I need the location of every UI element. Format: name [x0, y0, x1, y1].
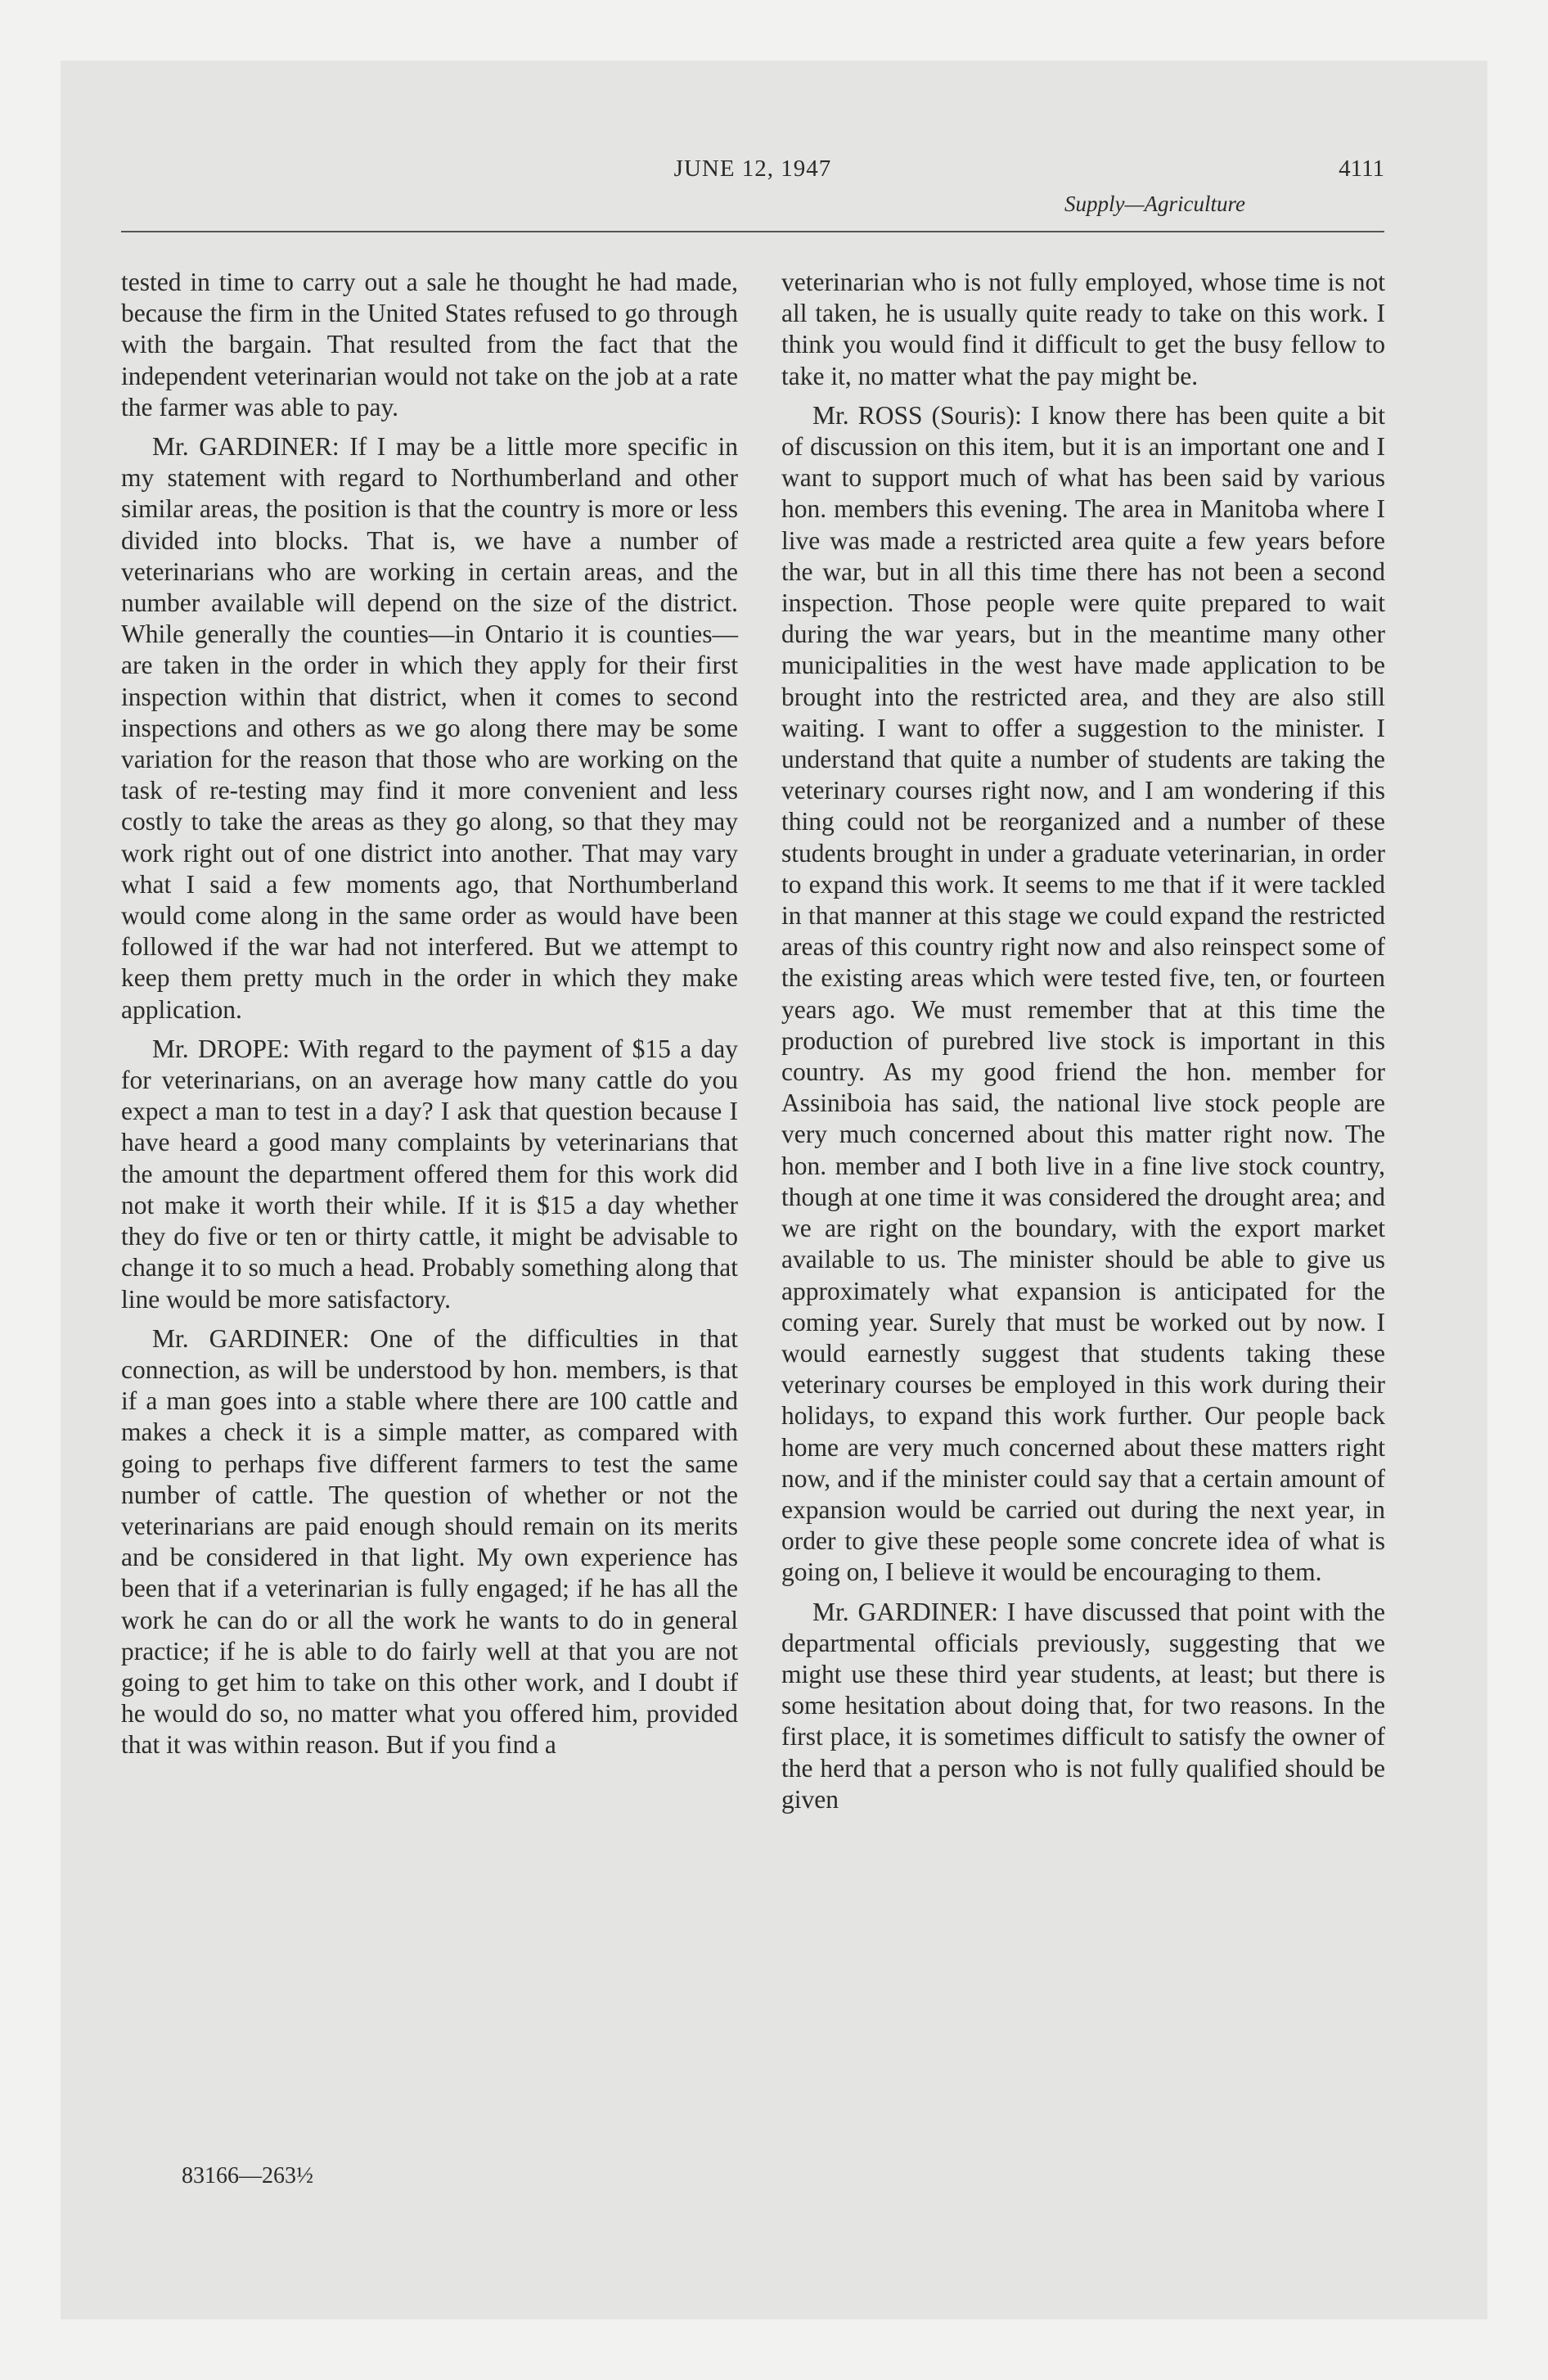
right-column — [781, 267, 1385, 1823]
left-column — [121, 267, 738, 1769]
page-number: 4111 — [1339, 156, 1384, 182]
paragraph: Mr. GARDINER: I have discussed that point with the departmental officials previously, suggesting that we might use these third year students, at least; but there is some hesitation about doing that, for two reasons. In the first place, it is sometimes difficult to satisfy the owner of the herd that a person who is not fully qualified should be given — [781, 1597, 1385, 1814]
paragraph: Mr. ROSS (Souris): I know there has been quite a bit of discussion on this item, but it is an important one and I want to support much of what has been said by various hon. members this evening. The area in Manitoba where I live was made a restricted area quite a few years before the war, but in all this time there has not been a second inspection. Those people were quite prepared to wait during the war years, but in the meantime many other municipalities in the west have made application to be brought into the restricted area, and they are also still waiting. I want to offer a suggestion to the minister. I understand that quite a number of students are taking the veterinary courses right now, and I am wondering if this thing could not be reorganized and a number of these students brought in under a graduate veterinarian, in order to expand this work. It seems to me that if it were tackled in that manner at this stage we could expand the restricted areas of this country right now and also reinspect some of the existing areas which were tested five, ten, or fourteen years ago. We must remember that at this time the production of purebred live stock is important in this country. As my good friend the hon. member for Assiniboia has said, the national live stock people are very much concerned about this matter right now. The hon. member and I both live in a fine live stock country, though at one time it was considered the drought area; and we are right on the boundary, with the export market available to us. The minister should be able to give us approximately what expansion is anticipated for the coming year. Surely that must be worked out by now. I would earnestly suggest that students taking these veterinary courses be employed in this work during their holidays, to expand this work further. Our people back home are very much concerned about these matters right now, and if the minister could say that a certain amount of expansion would be carried out during the next year, in order to give these people some concrete idea of what is going on, I believe it would be encouraging to them. — [781, 400, 1385, 1587]
print-id: 83166—263½ — [182, 2163, 313, 2188]
paragraph: veterinarian who is not fully employed, whose time is not all taken, he is usually quite ready to take on this work. I think you would find it difficult to get the busy fellow to take it, no matter what the pay might be. — [781, 268, 1385, 390]
page-header — [121, 156, 1384, 229]
paragraph: Mr. GARDINER: One of the difficulties in that connection, as will be understood by hon. members, is that if a man goes into a stable where there are 100 cattle and makes a check it is a simple matter, as compared with going to perhaps five different farmers to test the same number of cattle. The question of whether or not the veterinarians are paid enough should remain on its merits and be considered in that light. My own experience has been that if a veterinarian is fully engaged; if he has all the work he can do or all the work he wants to do in general practice; if he is able to do fairly well at that you are not going to get him to take on this other work, and I doubt if he would do so, no matter what you offered him, provided that it was within reason. But if you find a — [121, 1323, 738, 1760]
header-rule — [121, 231, 1384, 232]
header-subtitle: Supply—Agriculture — [1064, 192, 1245, 216]
paragraph: tested in time to carry out a sale he thought he had made, because the firm in the United States refused to go through with the bargain. That resulted from the fact that the independent veterinarian would not take on the job at a rate the farmer was able to pay. — [121, 268, 738, 421]
paragraph: Mr. DROPE: With regard to the payment of $15 a day for veterinarians, on an average how many cattle do you expect a man to test in a day? I ask that question because I have heard a good many complaints by veterinarians that the amount the department offered them for this work did not make it worth their while. If it is $15 a day whether they do five or ten or thirty cattle, it might be advisable to change it to so much a head. Probably something along that line would be more satisfactory. — [121, 1034, 738, 1314]
paragraph: Mr. GARDINER: If I may be a little more specific in my statement with regard to Northumberland and other similar areas, the position is that the country is more or less divided into blocks. That is, we have a number of veterinarians who are working in certain areas, and the number available will depend on the size of the district. While generally the counties—in Ontario it is counties—are taken in the order in which they apply for their first inspection within that district, when it comes to second inspections and others as we go along there may be some variation for the reason that those who are working on the task of re-testing may find it more convenient and less costly to take the areas as they go along, so that they may work right out of one district into another. That may vary what I said a few moments ago, that Northumberland would come along in the same order as would have been followed if the war had not interfered. But we attempt to keep them pretty much in the order in which they make application. — [121, 432, 738, 1024]
header-date: JUNE 12, 1947 — [673, 156, 832, 182]
